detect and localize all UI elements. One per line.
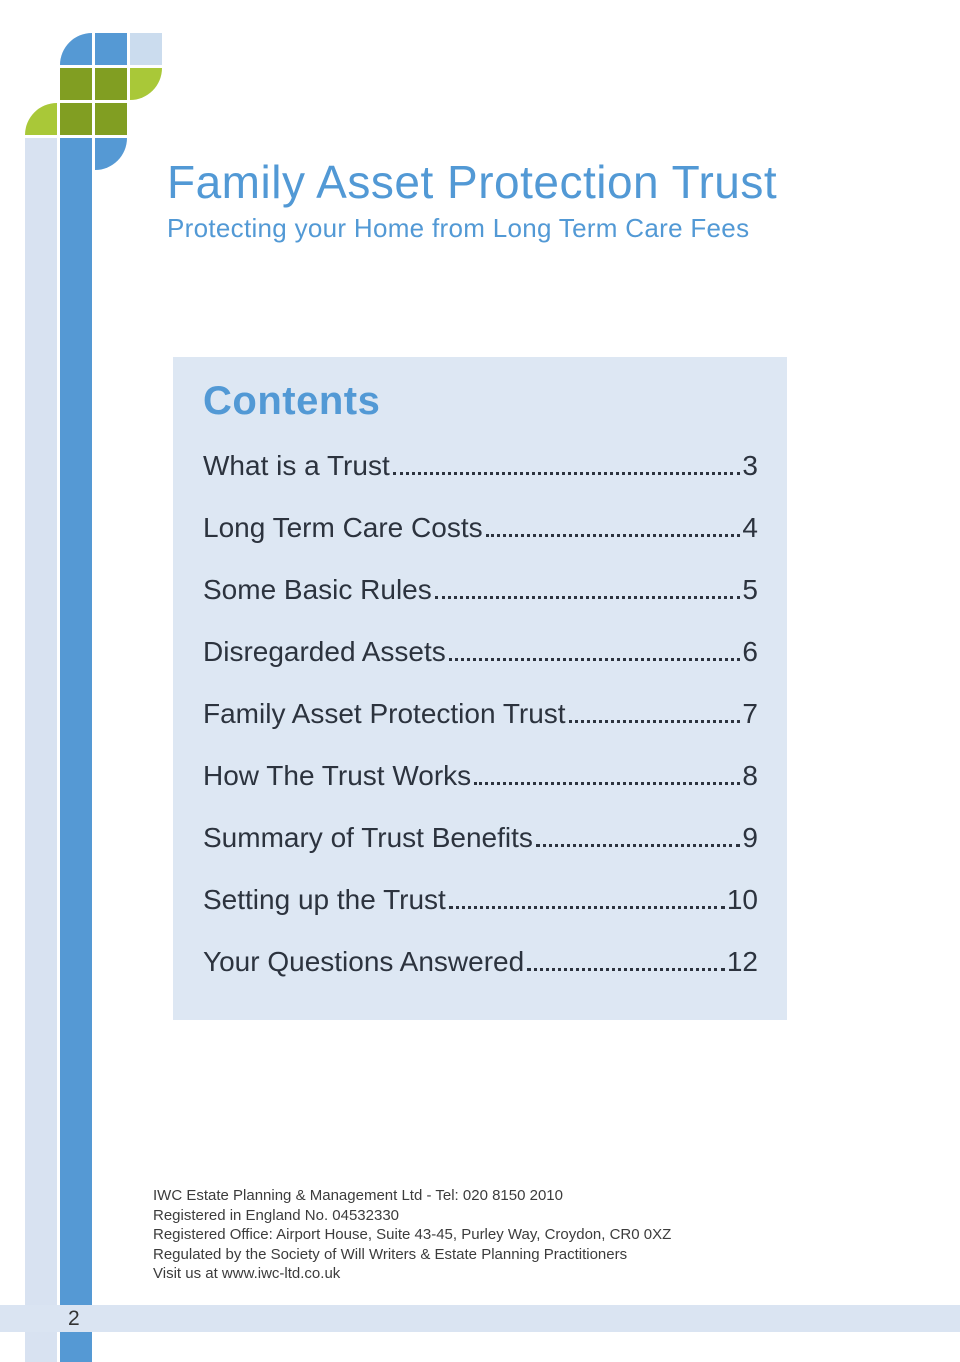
dotted-leader xyxy=(527,968,725,971)
toc-entry-label: Some Basic Rules xyxy=(203,574,432,605)
toc-entry-label: Your Questions Answered xyxy=(203,946,525,977)
toc-entry xyxy=(203,576,758,604)
logo-square xyxy=(95,68,127,100)
logo-square xyxy=(25,103,57,135)
dotted-leader xyxy=(393,472,741,475)
dotted-leader xyxy=(474,782,740,785)
header xyxy=(167,157,927,242)
footer-line: Registered Office: Airport House, Suite 43-45, Purley Way, Croydon, CR0 0XZ xyxy=(153,1226,672,1243)
logo-square xyxy=(95,103,127,135)
toc-entry-page: 10 xyxy=(726,884,758,915)
toc-entry xyxy=(203,886,758,914)
contents-box xyxy=(173,357,787,1020)
toc-entry-page: 9 xyxy=(742,822,758,853)
page-number-bar xyxy=(0,1305,960,1332)
toc-entry xyxy=(203,948,758,976)
logo-square xyxy=(95,138,127,170)
toc-entry-label: Summary of Trust Benefits xyxy=(203,822,533,853)
dotted-leader xyxy=(449,658,741,661)
toc-entry-page: 5 xyxy=(742,574,758,605)
toc-entry xyxy=(203,514,758,542)
logo-square xyxy=(60,33,92,65)
toc-entry-page: 8 xyxy=(742,760,758,791)
dotted-leader xyxy=(486,534,741,537)
left-stripe-blue xyxy=(60,138,92,1362)
logo-square xyxy=(60,103,92,135)
footer-line: Registered in England No. 04532330 xyxy=(153,1206,400,1224)
logo-square xyxy=(60,68,92,100)
toc-entry xyxy=(203,762,758,790)
toc-entry-page: 12 xyxy=(726,946,758,977)
toc-entry-label: Family Asset Protection Trust xyxy=(203,698,566,729)
footer-line: IWC Estate Planning & Management Ltd - Tel: 020 8150 2010 xyxy=(153,1187,563,1204)
toc-entry-page: 7 xyxy=(742,698,758,729)
toc-entry-page: 3 xyxy=(742,450,758,481)
toc-entry-page: 4 xyxy=(742,512,758,543)
logo-square xyxy=(130,33,162,65)
footer-line: Visit us at www.iwc-ltd.co.uk xyxy=(153,1265,341,1282)
logo-square xyxy=(95,33,127,65)
logo-square xyxy=(130,68,162,100)
dotted-leader xyxy=(536,844,741,847)
page-title: Family Asset Protection Trust xyxy=(167,156,778,208)
toc-entry-label: Setting up the Trust xyxy=(203,884,446,915)
toc-entry-page: 6 xyxy=(742,636,758,667)
toc-entry xyxy=(203,452,758,480)
page-number: 2 xyxy=(68,1307,80,1330)
toc-entry-label: What is a Trust xyxy=(203,450,390,481)
toc-entry xyxy=(203,824,758,852)
left-stripe-pale xyxy=(25,138,57,1362)
dotted-leader xyxy=(449,906,725,909)
toc-entry-label: Long Term Care Costs xyxy=(203,512,483,543)
toc-entry-label: How The Trust Works xyxy=(203,760,472,791)
dotted-leader xyxy=(435,596,741,599)
table-of-contents xyxy=(203,452,758,1010)
footer xyxy=(153,1186,873,1284)
toc-entry xyxy=(203,638,758,666)
contents-heading: Contents xyxy=(203,379,381,423)
footer-line: Regulated by the Society of Will Writers & Estate Planning Practitioners xyxy=(153,1245,628,1263)
toc-entry-label: Disregarded Assets xyxy=(203,636,446,667)
page-subtitle: Protecting your Home from Long Term Care Fees xyxy=(167,213,750,243)
toc-entry xyxy=(203,700,758,728)
dotted-leader xyxy=(569,720,741,723)
